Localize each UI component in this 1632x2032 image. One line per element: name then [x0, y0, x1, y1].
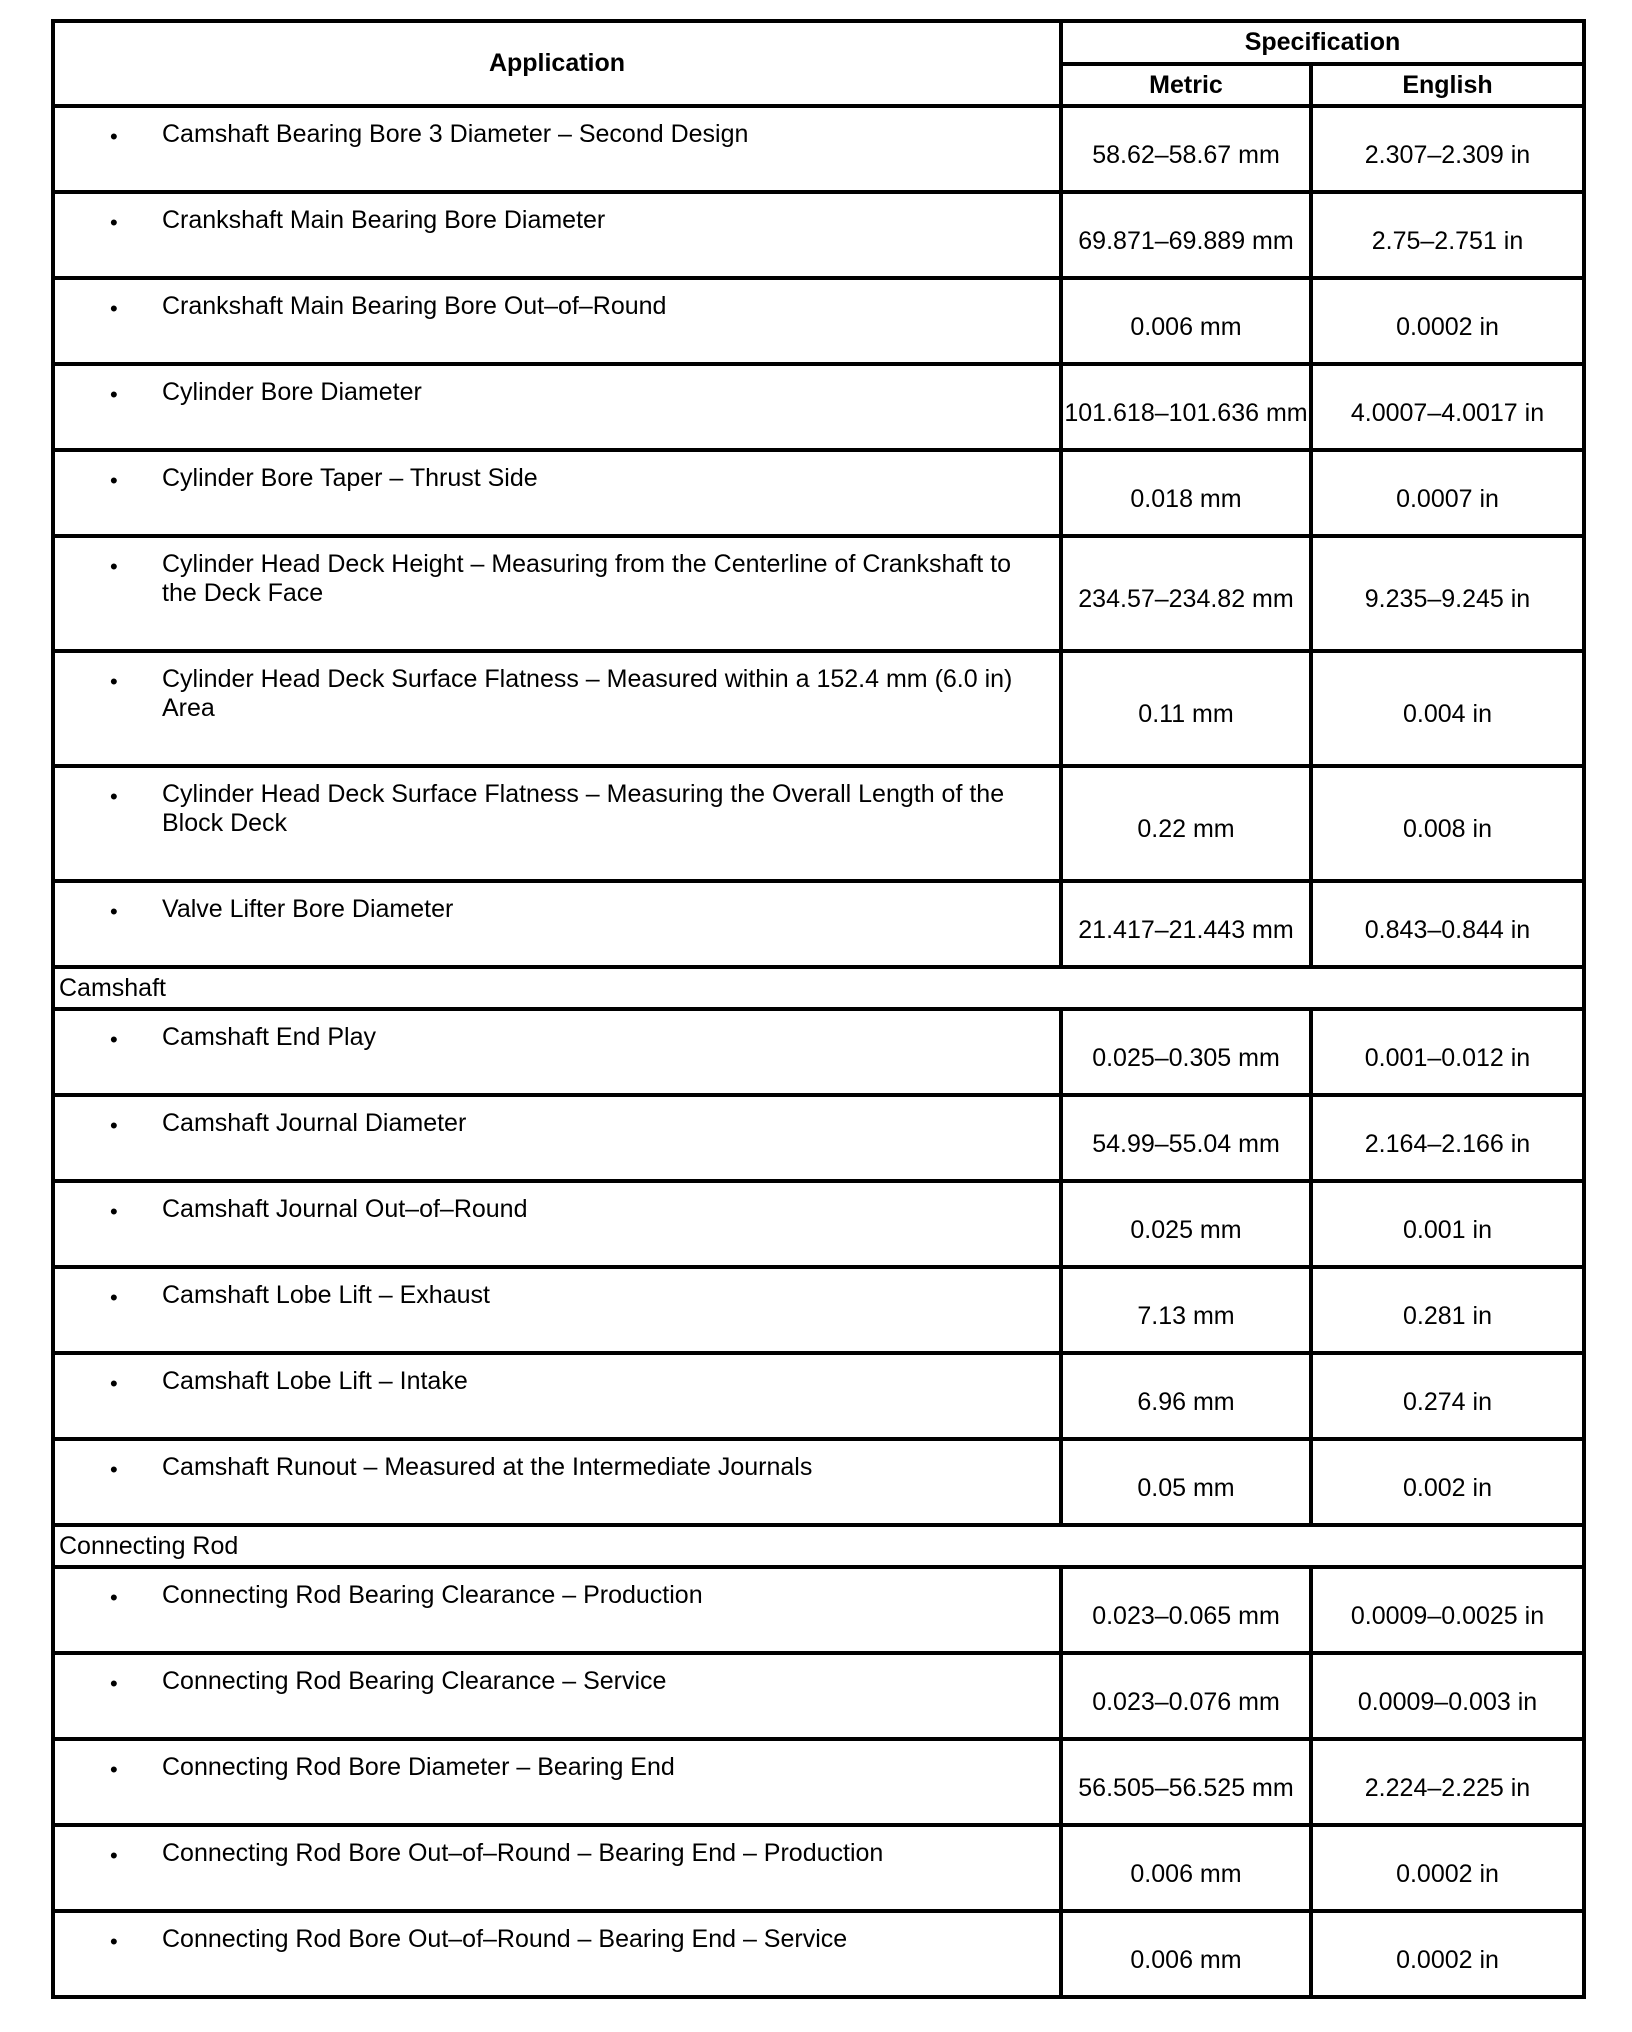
- application-text: Connecting Rod Bore Diameter – Bearing End: [162, 1753, 675, 1781]
- english-value: 2.224–2.225 in: [1311, 1739, 1584, 1825]
- metric-value: 6.96 mm: [1061, 1353, 1311, 1439]
- application-cell: [53, 106, 1061, 192]
- metric-value: 0.025 mm: [1061, 1181, 1311, 1267]
- section-title: Connecting Rod: [53, 1525, 1584, 1567]
- application-cell: [53, 1825, 1061, 1911]
- application-text: Crankshaft Main Bearing Bore Out–of–Round: [162, 292, 667, 320]
- application-cell: [53, 1095, 1061, 1181]
- bullet-icon: •: [110, 468, 118, 493]
- application-text: Camshaft End Play: [162, 1023, 376, 1051]
- table-row: [53, 1653, 1584, 1739]
- english-value: 0.001–0.012 in: [1311, 1009, 1584, 1095]
- metric-value: 54.99–55.04 mm: [1061, 1095, 1311, 1181]
- english-value: 0.0002 in: [1311, 278, 1584, 364]
- table-row: [53, 881, 1584, 967]
- metric-value: 0.023–0.065 mm: [1061, 1567, 1311, 1653]
- application-text: Cylinder Head Deck Surface Flatness – Measured within a 152.4 mm (6.0 in) Area: [162, 665, 1013, 722]
- metric-value: 58.62–58.67 mm: [1061, 106, 1311, 192]
- bullet-icon: •: [110, 124, 118, 149]
- english-value: 0.004 in: [1311, 651, 1584, 766]
- metric-value: 0.023–0.076 mm: [1061, 1653, 1311, 1739]
- table-row: [53, 1439, 1584, 1525]
- application-cell: [53, 278, 1061, 364]
- table-row: [53, 1009, 1584, 1095]
- english-header: English: [1311, 64, 1584, 106]
- application-cell: [53, 192, 1061, 278]
- english-value: 0.008 in: [1311, 766, 1584, 881]
- application-cell: [53, 881, 1061, 967]
- metric-value: 21.417–21.443 mm: [1061, 881, 1311, 967]
- bullet-icon: •: [110, 784, 118, 809]
- metric-value: 56.505–56.525 mm: [1061, 1739, 1311, 1825]
- table-body: [53, 106, 1584, 1997]
- application-text: Cylinder Head Deck Height – Measuring from the Centerline of Crankshaft to the Deck Face: [162, 550, 1012, 607]
- application-text: Camshaft Runout – Measured at the Intermediate Journals: [162, 1453, 813, 1481]
- english-value: 0.281 in: [1311, 1267, 1584, 1353]
- specification-header: Specification: [1061, 21, 1584, 64]
- table-row: [53, 1911, 1584, 1997]
- bullet-icon: •: [110, 382, 118, 407]
- table-row: [53, 1267, 1584, 1353]
- english-value: 0.001 in: [1311, 1181, 1584, 1267]
- application-cell: [53, 1739, 1061, 1825]
- english-value: 2.307–2.309 in: [1311, 106, 1584, 192]
- table-row: [53, 1739, 1584, 1825]
- table-row: [53, 766, 1584, 881]
- application-text: Cylinder Bore Diameter: [162, 378, 422, 406]
- bullet-icon: •: [110, 1671, 118, 1696]
- metric-value: 0.22 mm: [1061, 766, 1311, 881]
- application-cell: [53, 364, 1061, 450]
- table-row: [53, 278, 1584, 364]
- bullet-icon: •: [110, 554, 118, 579]
- bullet-icon: •: [110, 1585, 118, 1610]
- application-text: Connecting Rod Bearing Clearance – Production: [162, 1581, 703, 1609]
- metric-value: 0.05 mm: [1061, 1439, 1311, 1525]
- application-cell: [53, 1911, 1061, 1997]
- english-value: 9.235–9.245 in: [1311, 536, 1584, 651]
- table-row: [53, 1567, 1584, 1653]
- table-row: [53, 1095, 1584, 1181]
- specification-table: [51, 19, 1586, 1999]
- english-value: 0.0009–0.003 in: [1311, 1653, 1584, 1739]
- application-cell: [53, 1353, 1061, 1439]
- application-text: Camshaft Lobe Lift – Intake: [162, 1367, 468, 1395]
- bullet-icon: •: [110, 296, 118, 321]
- bullet-icon: •: [110, 1199, 118, 1224]
- bullet-icon: •: [110, 669, 118, 694]
- english-value: 2.75–2.751 in: [1311, 192, 1584, 278]
- table-row: [53, 1825, 1584, 1911]
- bullet-icon: •: [110, 1371, 118, 1396]
- table-row: [53, 1353, 1584, 1439]
- application-cell: [53, 1009, 1061, 1095]
- application-cell: [53, 1267, 1061, 1353]
- metric-value: 0.006 mm: [1061, 278, 1311, 364]
- english-value: 0.0009–0.0025 in: [1311, 1567, 1584, 1653]
- application-cell: [53, 1567, 1061, 1653]
- metric-header: Metric: [1061, 64, 1311, 106]
- metric-value: 7.13 mm: [1061, 1267, 1311, 1353]
- application-text: Cylinder Head Deck Surface Flatness – Measuring the Overall Length of the Block Deck: [162, 780, 1005, 837]
- application-text: Cylinder Bore Taper – Thrust Side: [162, 464, 538, 492]
- table-row: [53, 536, 1584, 651]
- application-text: Camshaft Bearing Bore 3 Diameter – Second Design: [162, 120, 749, 148]
- bullet-icon: •: [110, 1457, 118, 1482]
- english-value: 4.0007–4.0017 in: [1311, 364, 1584, 450]
- english-value: 2.164–2.166 in: [1311, 1095, 1584, 1181]
- english-value: 0.0002 in: [1311, 1911, 1584, 1997]
- application-cell: [53, 450, 1061, 536]
- application-text: Camshaft Journal Diameter: [162, 1109, 467, 1137]
- bullet-icon: •: [110, 1929, 118, 1954]
- metric-value: 0.006 mm: [1061, 1911, 1311, 1997]
- application-text: Camshaft Lobe Lift – Exhaust: [162, 1281, 490, 1309]
- application-text: Connecting Rod Bore Out–of–Round – Bearing End – Service: [162, 1925, 848, 1953]
- application-cell: [53, 1653, 1061, 1739]
- metric-value: 69.871–69.889 mm: [1061, 192, 1311, 278]
- application-text: Valve Lifter Bore Diameter: [162, 895, 454, 923]
- application-text: Connecting Rod Bore Out–of–Round – Bearing End – Production: [162, 1839, 884, 1867]
- application-cell: [53, 651, 1061, 766]
- bullet-icon: •: [110, 1027, 118, 1052]
- metric-value: 0.018 mm: [1061, 450, 1311, 536]
- application-cell: [53, 536, 1061, 651]
- application-cell: [53, 1439, 1061, 1525]
- english-value: 0.0002 in: [1311, 1825, 1584, 1911]
- metric-value: 101.618–101.636 mm: [1061, 364, 1311, 450]
- metric-value: 0.006 mm: [1061, 1825, 1311, 1911]
- bullet-icon: •: [110, 899, 118, 924]
- table-row: [53, 651, 1584, 766]
- section-title: Camshaft: [53, 967, 1584, 1009]
- application-text: Camshaft Journal Out–of–Round: [162, 1195, 528, 1223]
- table-row: [53, 192, 1584, 278]
- application-text: Connecting Rod Bearing Clearance – Service: [162, 1667, 667, 1695]
- application-cell: [53, 766, 1061, 881]
- metric-value: 234.57–234.82 mm: [1061, 536, 1311, 651]
- bullet-icon: •: [110, 1757, 118, 1782]
- table-header: [53, 21, 1584, 106]
- metric-value: 0.025–0.305 mm: [1061, 1009, 1311, 1095]
- metric-value: 0.11 mm: [1061, 651, 1311, 766]
- application-header: Application: [53, 21, 1061, 106]
- english-value: 0.002 in: [1311, 1439, 1584, 1525]
- bullet-icon: •: [110, 1285, 118, 1310]
- section-row: [53, 1525, 1584, 1567]
- application-cell: [53, 1181, 1061, 1267]
- table-row: [53, 1181, 1584, 1267]
- english-value: 0.274 in: [1311, 1353, 1584, 1439]
- bullet-icon: •: [110, 210, 118, 235]
- table-row: [53, 450, 1584, 536]
- table-row: [53, 106, 1584, 192]
- bullet-icon: •: [110, 1843, 118, 1868]
- table-row: [53, 364, 1584, 450]
- section-row: [53, 967, 1584, 1009]
- english-value: 0.843–0.844 in: [1311, 881, 1584, 967]
- bullet-icon: •: [110, 1113, 118, 1138]
- english-value: 0.0007 in: [1311, 450, 1584, 536]
- application-text: Crankshaft Main Bearing Bore Diameter: [162, 206, 606, 234]
